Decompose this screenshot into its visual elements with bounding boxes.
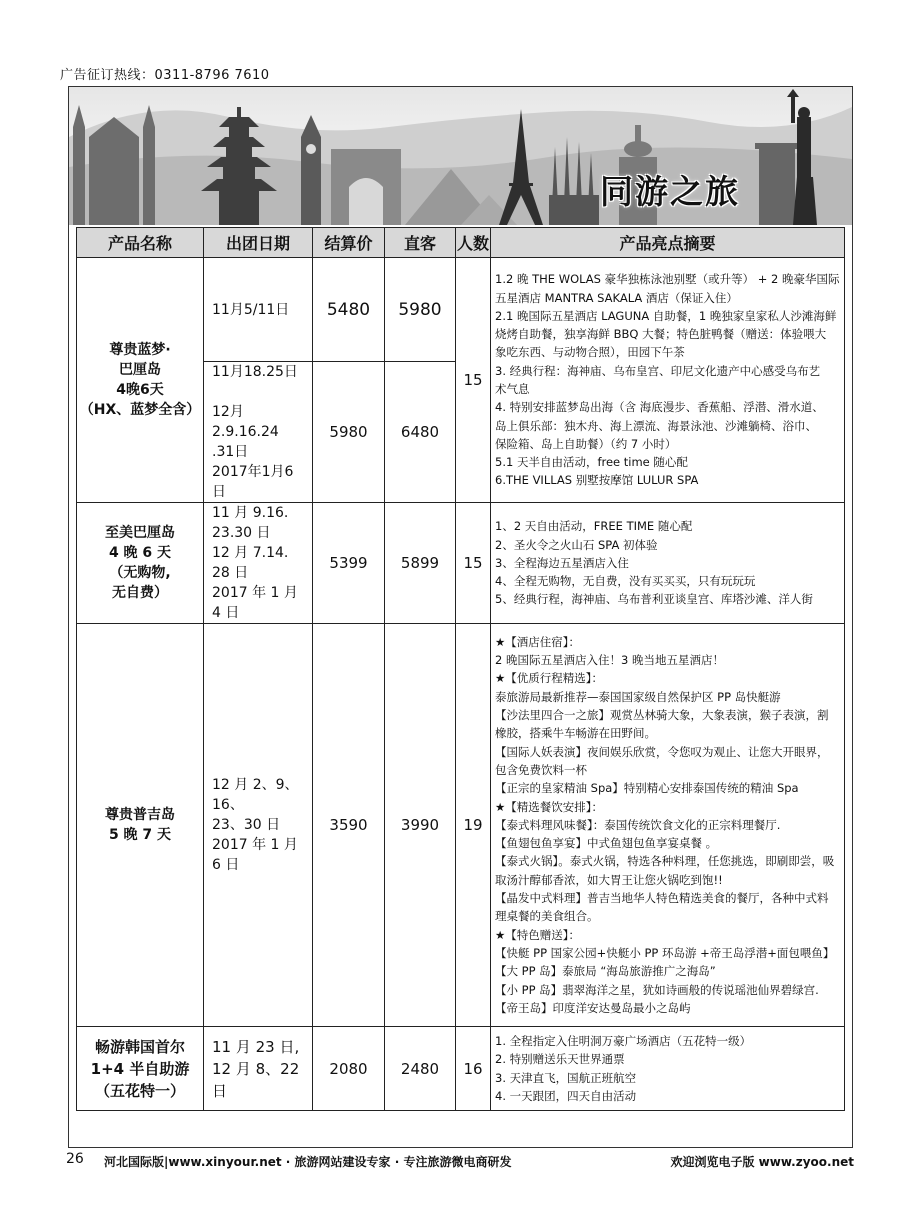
col-header-date: 出团日期 bbox=[204, 228, 313, 258]
departure-date: 11 月 23 日, 12 月 8、22 日 bbox=[204, 1027, 313, 1111]
col-header-highlights: 产品亮点摘要 bbox=[491, 228, 845, 258]
highlights: 1、2 天自由活动，FREE TIME 随心配 2、圣火令之火山石 SPA 初体验 3、全程海边五星酒店入住 4、全程无购物，无自费，没有买买买，只有玩玩玩 5、经典行程，海神庙、乌布普利亚谈皇宫、库塔沙滩、洋人街 bbox=[491, 503, 845, 624]
product-name: 尊贵普吉岛 5 晚 7 天 bbox=[77, 624, 204, 1027]
group-size: 15 bbox=[456, 503, 491, 624]
departure-date: 11 月 9.16. 23.30 日 12 月 7.14. 28 日 2017 年 1 月 4 日 bbox=[204, 503, 313, 624]
col-header-count: 人数 bbox=[456, 228, 491, 258]
settle-price: 3590 bbox=[313, 624, 385, 1027]
settle-price: 5399 bbox=[313, 503, 385, 624]
group-size: 19 bbox=[456, 624, 491, 1027]
retail-price: 2480 bbox=[385, 1027, 456, 1111]
table-row bbox=[77, 624, 845, 1027]
settle-price: 2080 bbox=[313, 1027, 385, 1111]
page-number: 26 bbox=[66, 1151, 84, 1167]
group-size: 16 bbox=[456, 1027, 491, 1111]
product-name: 至美巴厘岛 4 晚 6 天 （无购物, 无自费） bbox=[77, 503, 204, 624]
group-size: 15 bbox=[456, 258, 491, 503]
brand-title: 同游之旅 bbox=[600, 172, 740, 211]
highlights: ★【酒店住宿】： 2 晚国际五星酒店入住！3 晚当地五星酒店！ ★【优质行程精选】： 泰旅游局最新推荐—泰国国家级自然保护区 PP 岛快艇游 【沙法里四合一之旅】观赏丛林骑大象，大象表演，猴子表演，割 橡胶，搭乘牛车畅游在田野间。 【国际人妖表演】夜间娱乐欣赏，令您叹为观止、让您大开眼界， 包含免费饮料一杯 【正宗的皇家精油 Spa】特别精心安排泰国传统的精油 Spa ★【精选餐饮安排】： 【泰式料理风味餐】：泰国传统饮食文化的正宗料理餐厅. 【鱼翅包鱼享宴】中式鱼翅包鱼享宴桌餐 。 【泰式火锅】。泰式火锅，特选各种料理，任您挑选，即刷即尝，吸 取汤汁醇郁香浓，如大胃王让您火锅吃到饱!! 【晶发中式料理】普吉当地华人特色精选美食的餐厅，各种中式料 理桌餐的美食组合。 ★【特色赠送】： 【快艇 PP 国家公园+快艇小 PP 环岛游 +帝王岛浮潜+面包喂鱼】 【大 PP 岛】泰旅局 “海岛旅游推广之海岛” 【小 PP 岛】翡翠海洋之星，犹如诗画般的传说瑶池仙界碧绿宫. 【帝王岛】印度洋安达曼岛最小之岛屿 bbox=[491, 624, 845, 1027]
settle-price: 5980 bbox=[313, 362, 385, 503]
footer-publisher: 河北国际版|www.xinyour.net · 旅游网站建设专家 · 专注旅游微电商研发 bbox=[104, 1155, 512, 1169]
table-row bbox=[77, 258, 845, 362]
departure-date: 12 月 2、9、16、 23、30 日 2017 年 1 月 6 日 bbox=[204, 624, 313, 1027]
retail-price: 6480 bbox=[385, 362, 456, 503]
product-name: 畅游韩国首尔 1+4 半自助游 （五花特一） bbox=[77, 1027, 204, 1111]
tour-table bbox=[76, 227, 845, 1111]
product-name: 尊贵蓝梦· 巴厘岛 4晚6天 （HX、蓝梦全含） bbox=[77, 258, 204, 503]
retail-price: 5980 bbox=[385, 258, 456, 362]
highlights: 1.2 晚 THE WOLAS 豪华独栋泳池别墅（或升等） + 2 晚豪华国际 五星酒店 MANTRA SAKALA 酒店（保证入住） 2.1 晚国际五星酒店 LAGUNA 自助餐，1 晚独家皇家私人沙滩海鲜 烧烤自助餐，独享海鲜 BBQ 大餐；特色脏鸭餐（赠送：体验喂大 象吃东西、与动物合照），田园下午茶 3. 经典行程：海神庙、乌布皇宫、印尼文化遗产中心感受乌布艺 术气息 4. 特别安排蓝梦岛出海（含 海底漫步、香蕉船、浮潜、滑水道、 岛上俱乐部：独木舟、海上漂流、海景泳池、沙滩躺椅、浴巾、 保险箱、岛上自助餐）（约 7 小时） 5.1 天半自由活动，free time 随心配 6.THE VILLAS 别墅按摩馆 LULUR SPA bbox=[491, 258, 845, 503]
retail-price: 3990 bbox=[385, 624, 456, 1027]
departure-date: 11月5/11日 bbox=[204, 258, 313, 362]
col-header-retail-price: 直客 bbox=[385, 228, 456, 258]
table-row bbox=[77, 503, 845, 624]
retail-price: 5899 bbox=[385, 503, 456, 624]
table-row bbox=[77, 1027, 845, 1111]
ad-hotline: 广告征订热线：0311-8796 7610 bbox=[60, 68, 270, 83]
departure-date: 11月18.25日 12月2.9.16.24 .31日 2017年1月6日 bbox=[204, 362, 313, 503]
highlights: 1. 全程指定入住明洞万豪广场酒店（五花特一级） 2. 特别赠送乐天世界通票 3. 天津直飞，国航正班航空 4. 一天跟团，四天自由活动 bbox=[491, 1027, 845, 1111]
settle-price: 5480 bbox=[313, 258, 385, 362]
col-header-product: 产品名称 bbox=[77, 228, 204, 258]
footer-website: 欢迎浏览电子版 www.zyoo.net bbox=[670, 1155, 854, 1169]
table-header-row bbox=[77, 228, 845, 258]
col-header-settle-price: 结算价 bbox=[313, 228, 385, 258]
